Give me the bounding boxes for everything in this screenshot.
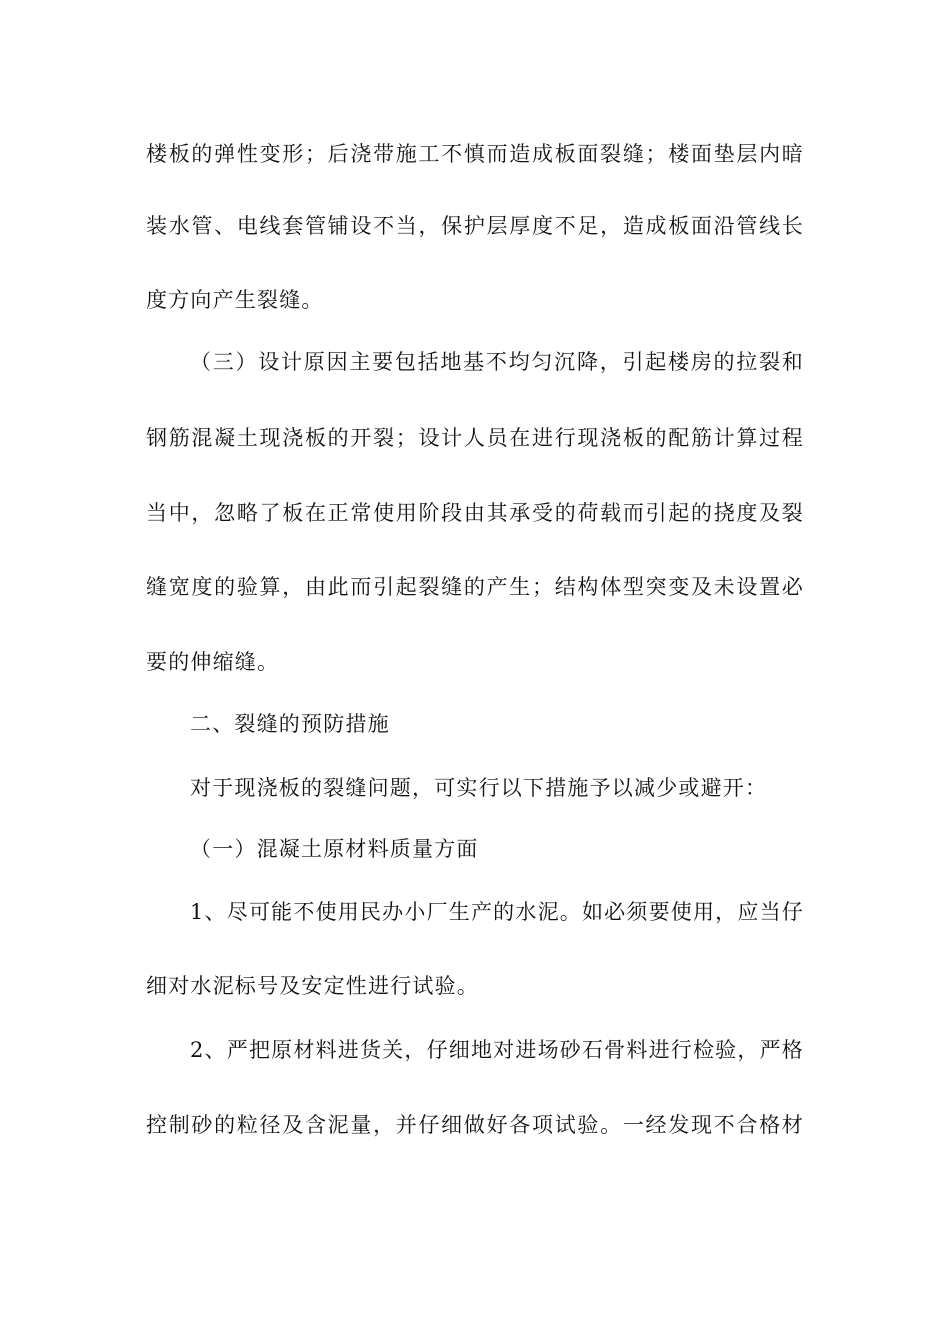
text-line-14: 2、严把原材料进货关，仔细地对进场砂石骨料进行检验，严格: [190, 1038, 804, 1062]
text-line-1: 楼板的弹性变形；后浇带施工不慎而造成板面裂缝；楼面垫层内暗: [146, 142, 804, 166]
text-line-8: 要的伸缩缝。: [146, 650, 280, 674]
text-line-4: （三）设计原因主要包括地基不均匀沉降，引起楼房的拉裂和: [190, 350, 804, 374]
text-line-5: 钢筋混凝土现浇板的开裂；设计人员在进行现浇板的配筋计算过程: [146, 426, 804, 450]
subsection-heading: （一）混凝土原材料质量方面: [190, 837, 479, 861]
text-line-2: 装水管、电线套管铺设不当，保护层厚度不足，造成板面沿管线长: [146, 214, 804, 238]
text-line-7: 缝宽度的验算，由此而引起裂缝的产生；结构体型突变及未设置必: [146, 575, 804, 599]
text-line-13: 细对水泥标号及安定性进行试验。: [146, 974, 479, 998]
text-line-10: 对于现浇板的裂缝问题，可实行以下措施予以减少或避开：: [190, 776, 768, 800]
text-line-12: 1、尽可能不使用民办小厂生产的水泥。如必须要使用，应当仔: [190, 900, 804, 924]
section-heading: 二、裂缝的预防措施: [190, 712, 390, 736]
text-line-6: 当中，忽略了板在正常使用阶段由其承受的荷载而引起的挠度及裂: [146, 501, 804, 525]
text-line-3: 度方向产生裂缝。: [146, 288, 324, 312]
text-line-15: 控制砂的粒径及含泥量，并仔细做好各项试验。一经发现不合格材: [146, 1113, 804, 1137]
